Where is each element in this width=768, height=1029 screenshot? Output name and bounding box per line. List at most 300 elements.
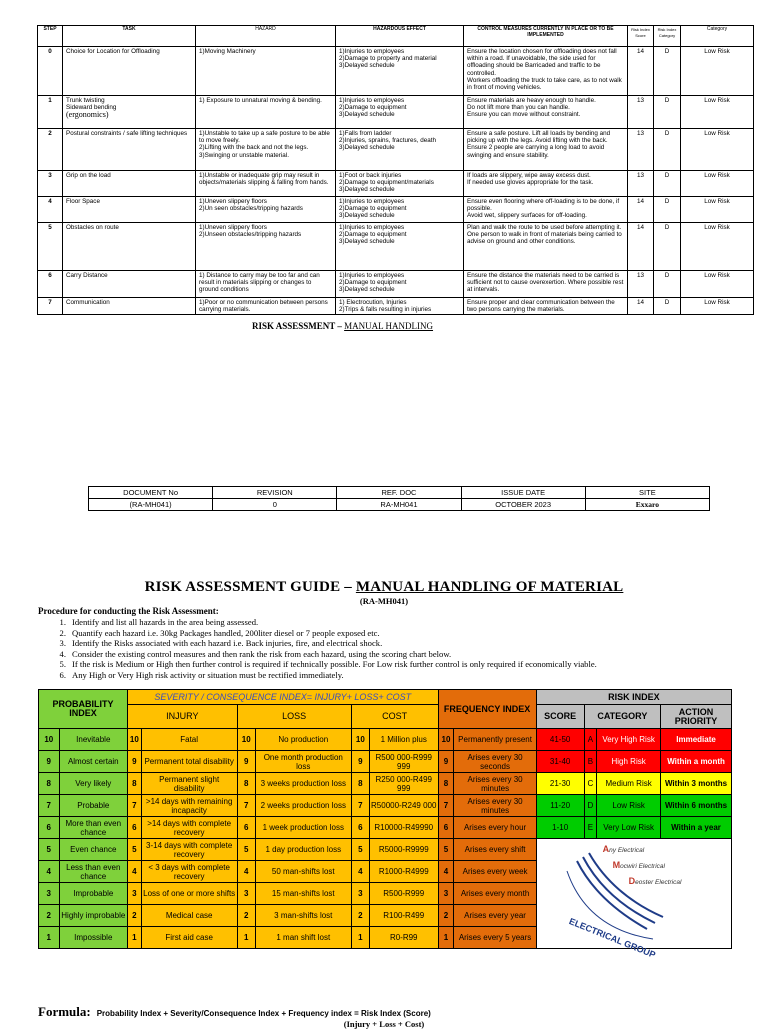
hazard-effect-text: 1) Electrocution, Injuries 2)Trips & falls resulting in injuries bbox=[339, 299, 432, 314]
hazard-step bbox=[38, 96, 63, 129]
header-risk-cat: Risk Index Category bbox=[654, 26, 681, 47]
hazard-effect bbox=[336, 171, 464, 197]
hazard-category bbox=[681, 171, 754, 197]
hazard-row bbox=[38, 271, 754, 298]
hazard-category bbox=[681, 223, 754, 271]
injury-label: Permanent total disability bbox=[141, 751, 237, 773]
hazard-step-text: 5 bbox=[48, 224, 52, 231]
prob-number: 6 bbox=[39, 817, 60, 839]
hazard-score-text: 14 bbox=[636, 224, 644, 231]
prob-label: Even chance bbox=[59, 839, 127, 861]
freq-number: 3 bbox=[438, 883, 454, 905]
injury-label: Loss of one or more shifts bbox=[141, 883, 237, 905]
hazard-effect bbox=[336, 223, 464, 271]
freq-label: Arises every 30 minutes bbox=[454, 795, 536, 817]
injury-number: 9 bbox=[128, 751, 142, 773]
hazard-control-text: Ensure proper and clear communication between the two persons carrying the materials. bbox=[467, 299, 615, 314]
matrix-row bbox=[39, 817, 732, 839]
hazard-score-text: 13 bbox=[636, 272, 644, 279]
prob-number: 9 bbox=[39, 751, 60, 773]
hazard-desc-text: 1) Distance to carry may be too far and can result in materials slipping or changes to ground conditions bbox=[199, 272, 320, 294]
loss-number: 7 bbox=[237, 795, 255, 817]
risk-letter: B bbox=[584, 751, 597, 773]
hazard-score bbox=[628, 271, 654, 298]
hazard-category-text: Low Risk bbox=[704, 172, 730, 179]
hazard-step-text: 7 bbox=[48, 299, 52, 306]
hazard-desc bbox=[196, 197, 336, 223]
injury-number: 6 bbox=[128, 817, 142, 839]
hazard-control bbox=[464, 197, 628, 223]
risk-category: Very Low Risk bbox=[597, 817, 661, 839]
freq-header: FREQUENCY INDEX bbox=[438, 690, 536, 729]
prob-label: Impossible bbox=[59, 927, 127, 949]
hazard-risk-category bbox=[654, 171, 681, 197]
hazard-category-text: Low Risk bbox=[704, 272, 730, 279]
procedure-step-number: 2. bbox=[59, 627, 66, 638]
prob-label: Probable bbox=[59, 795, 127, 817]
procedure-step bbox=[38, 649, 597, 660]
hazard-control bbox=[464, 47, 628, 96]
hazard-risk-category bbox=[654, 271, 681, 298]
injury-label: First aid case bbox=[141, 927, 237, 949]
hazard-step bbox=[38, 223, 63, 271]
category-header: CATEGORY bbox=[584, 705, 660, 729]
risk-assessment-caption bbox=[252, 321, 433, 331]
loss-label: 15 man-shifts lost bbox=[255, 883, 351, 905]
risk-action: Within a year bbox=[661, 817, 732, 839]
freq-label: Arises every week bbox=[454, 861, 536, 883]
risk-action: Within a month bbox=[661, 751, 732, 773]
hazard-task-text: Floor Space bbox=[66, 198, 100, 205]
hazard-category-text: Low Risk bbox=[704, 198, 730, 205]
cost-label: R0-R99 bbox=[369, 927, 438, 949]
cost-label: R100-R499 bbox=[369, 905, 438, 927]
logo-line-2: Mocwiri Electrical bbox=[612, 860, 665, 870]
freq-number: 4 bbox=[438, 861, 454, 883]
logo-arc-text: ELECTRICAL GROUP bbox=[567, 916, 657, 960]
loss-label: 50 man-shifts lost bbox=[255, 861, 351, 883]
hazard-step-text: 4 bbox=[48, 198, 52, 205]
matrix-row bbox=[39, 729, 732, 751]
risk-matrix bbox=[38, 689, 732, 960]
prob-label: More than even chance bbox=[59, 817, 127, 839]
hazard-category-text: Low Risk bbox=[704, 130, 730, 137]
doc-header-ref-doc: REF. DOC bbox=[337, 487, 461, 499]
freq-label: Arises every shift bbox=[454, 839, 536, 861]
cost-number: 4 bbox=[351, 861, 369, 883]
injury-label: >14 days with remaining incapacity bbox=[141, 795, 237, 817]
freq-label: Arises every 5 years bbox=[454, 927, 536, 949]
procedure-step-text: Any High or Very High risk activity or situation must be rectified immediately. bbox=[72, 669, 344, 680]
freq-label: Arises every 30 minutes bbox=[454, 773, 536, 795]
freq-label: Permanently present bbox=[454, 729, 536, 751]
doc-site: Exxaro bbox=[585, 499, 709, 511]
hazard-desc-text: 1)Uneven slippery floors 2)Unseen obstacles/tripping hazards bbox=[199, 224, 302, 239]
hazard-effect-text: 1)Injuries to employees 2)Damage to equipment 3)Delayed schedule bbox=[339, 224, 407, 246]
hazard-effect bbox=[336, 129, 464, 171]
logo-line-3: Deoster Electrical bbox=[628, 876, 682, 886]
risk-category: Very High Risk bbox=[597, 729, 661, 751]
prob-label: Improbable bbox=[59, 883, 127, 905]
hazard-row bbox=[38, 197, 754, 223]
freq-number: 1 bbox=[438, 927, 454, 949]
hazard-effect bbox=[336, 96, 464, 129]
injury-number: 10 bbox=[128, 729, 142, 751]
freq-number: 5 bbox=[438, 839, 454, 861]
hazard-category bbox=[681, 197, 754, 223]
loss-number: 3 bbox=[237, 883, 255, 905]
hazard-row bbox=[38, 223, 754, 271]
matrix-row bbox=[39, 751, 732, 773]
procedure-step-number: 6. bbox=[59, 669, 66, 680]
hazard-category bbox=[681, 129, 754, 171]
hazard-category-text: Low Risk bbox=[704, 48, 730, 55]
injury-number: 5 bbox=[128, 839, 142, 861]
risk-letter: A bbox=[584, 729, 597, 751]
injury-header: INJURY bbox=[128, 705, 238, 729]
risk-category: Low Risk bbox=[597, 795, 661, 817]
injury-label: >14 days with complete recovery bbox=[141, 817, 237, 839]
hazard-task-text: Trunk twisting Sideward bending bbox=[66, 97, 117, 112]
risk-letter: D bbox=[584, 795, 597, 817]
procedure-step bbox=[38, 670, 597, 681]
hazard-row bbox=[38, 298, 754, 315]
hazard-score-text: 14 bbox=[636, 299, 644, 306]
hazard-control bbox=[464, 96, 628, 129]
hazard-desc bbox=[196, 129, 336, 171]
prob-number: 2 bbox=[39, 905, 60, 927]
hazard-task bbox=[63, 96, 196, 129]
hazard-desc-text: 1)Unstable or inadequate grip may result in objects/materials slipping & falling from hands. bbox=[199, 172, 329, 187]
doc-header-document-no: DOCUMENT No bbox=[89, 487, 213, 499]
cost-number: 2 bbox=[351, 905, 369, 927]
hazard-task-text: Postural constraints / safe lifting techniques bbox=[66, 130, 188, 137]
hazard-task-extra: (ergonomics) bbox=[66, 110, 109, 120]
hazard-step-text: 1 bbox=[48, 97, 52, 104]
injury-label: 3-14 days with complete recovery bbox=[141, 839, 237, 861]
prob-number: 10 bbox=[39, 729, 60, 751]
procedure-step-number: 1. bbox=[59, 617, 66, 627]
risk-action: Within 6 months bbox=[661, 795, 732, 817]
freq-number: 10 bbox=[438, 729, 454, 751]
hazard-task bbox=[63, 129, 196, 171]
hazard-category bbox=[681, 96, 754, 129]
doc-header-row bbox=[89, 487, 710, 499]
hazard-control-text: If loads are slippery, wipe away excess dust. If needed use gloves appropriate for the task. bbox=[467, 172, 594, 187]
prob-number: 4 bbox=[39, 861, 60, 883]
freq-number: 7 bbox=[438, 795, 454, 817]
header-step: STEP bbox=[38, 26, 63, 47]
procedure-step-text: Identify and list all hazards in the area being assessed. bbox=[72, 617, 259, 627]
hazard-effect-text: 1)Injuries to employees 2)Damage to equipment 3)Delayed schedule bbox=[339, 198, 407, 220]
hazard-score bbox=[628, 197, 654, 223]
injury-number: 3 bbox=[128, 883, 142, 905]
hazard-score bbox=[628, 47, 654, 96]
injury-number: 7 bbox=[128, 795, 142, 817]
procedure-step-number: 5. bbox=[59, 659, 66, 669]
cost-label: R50000-R249 000 bbox=[369, 795, 438, 817]
header-control: CONTROL MEASURES CURRENTLY IN PLACE OR TO BE IMPLEMENTED bbox=[464, 26, 628, 47]
hazard-risk-category bbox=[654, 223, 681, 271]
hazard-risk-category bbox=[654, 298, 681, 315]
hazard-desc-text: 1)Uneven slippery floors 2)Un seen obstacles/tripping hazards bbox=[199, 198, 303, 213]
loss-label: 1 man shift lost bbox=[255, 927, 351, 949]
hazard-desc bbox=[196, 223, 336, 271]
freq-number: 2 bbox=[438, 905, 454, 927]
hazard-score bbox=[628, 129, 654, 171]
hazard-risk-category-text: D bbox=[664, 130, 670, 137]
prob-number: 3 bbox=[39, 883, 60, 905]
injury-number: 8 bbox=[128, 773, 142, 795]
risk-score: 31-40 bbox=[536, 751, 584, 773]
procedure-step-text: If the risk is Medium or High then further control is required if technically possible. For Low risk further control is only required if economically viable. bbox=[72, 659, 597, 669]
loss-label: 1 day production loss bbox=[255, 839, 351, 861]
matrix-header-row-2 bbox=[39, 705, 732, 729]
hazard-desc-text: 1)Moving Machinery bbox=[199, 48, 256, 55]
hazard-task-text: Grip on the load bbox=[66, 172, 111, 179]
score-header: SCORE bbox=[536, 705, 584, 729]
injury-label: Fatal bbox=[141, 729, 237, 751]
hazard-task bbox=[63, 223, 196, 271]
prob-number: 5 bbox=[39, 839, 60, 861]
hazard-control-text: Ensure a safe posture. Lift all loads by bending and picking up with the legs. Avoid lifting with the back. Ensure 2 people are carrying a long load to avoid swinging and ensure stability. bbox=[467, 130, 611, 159]
hazard-score bbox=[628, 223, 654, 271]
action-header: ACTION PRIORITY bbox=[661, 705, 732, 729]
hazard-score-text: 13 bbox=[636, 130, 644, 137]
injury-number: 2 bbox=[128, 905, 142, 927]
cost-number: 6 bbox=[351, 817, 369, 839]
cost-number: 8 bbox=[351, 773, 369, 795]
cost-label: R5000-R9999 bbox=[369, 839, 438, 861]
prob-label: Highly improbable bbox=[59, 905, 127, 927]
cost-number: 10 bbox=[351, 729, 369, 751]
hazard-risk-category bbox=[654, 47, 681, 96]
injury-number: 4 bbox=[128, 861, 142, 883]
hazard-category-text: Low Risk bbox=[704, 224, 730, 231]
hazard-desc bbox=[196, 298, 336, 315]
hazard-step-text: 0 bbox=[48, 48, 52, 55]
procedure-step-text: Quantify each hazard i.e. 30kg Packages handled, 200liter diesel or 7 people exposed etc. bbox=[72, 627, 380, 638]
hazard-task-text: Obstacles on route bbox=[66, 224, 119, 231]
hazard-score bbox=[628, 298, 654, 315]
hazard-step bbox=[38, 171, 63, 197]
hazard-desc bbox=[196, 271, 336, 298]
injury-label: < 3 days with complete recovery bbox=[141, 861, 237, 883]
cost-label: R1000-R4999 bbox=[369, 861, 438, 883]
hazard-task bbox=[63, 171, 196, 197]
caption-prefix: RISK ASSESSMENT – bbox=[252, 321, 345, 331]
hazard-control bbox=[464, 223, 628, 271]
matrix-row bbox=[39, 839, 732, 861]
risk-category: High Risk bbox=[597, 751, 661, 773]
hazard-desc-text: 1)Unstable to take up a safe posture to be able to move freely. 2)Lifting with the back and not the legs. 3)Swinging or unstable material. bbox=[199, 130, 330, 159]
guide-title-underlined: MANUAL HANDLING OF MATERIAL bbox=[355, 579, 624, 595]
header-category: Category bbox=[681, 26, 754, 47]
doc-document-no: (RA-MH041) bbox=[89, 499, 213, 511]
hazard-effect bbox=[336, 271, 464, 298]
loss-label: One month production loss bbox=[255, 751, 351, 773]
cost-label: R500-R999 bbox=[369, 883, 438, 905]
injury-label: Permanent slight disability bbox=[141, 773, 237, 795]
hazard-control-text: Plan and walk the route to be used before attempting it. One person to walk in front of materials being carried to advise on ground and other conditions. bbox=[467, 224, 622, 246]
risk-letter: C bbox=[584, 773, 597, 795]
hazard-risk-category-text: D bbox=[664, 299, 670, 306]
loss-number: 4 bbox=[237, 861, 255, 883]
guide-title bbox=[0, 579, 768, 596]
hazard-score-text: 14 bbox=[636, 48, 644, 55]
doc-header-issue-date: ISSUE DATE bbox=[461, 487, 585, 499]
loss-label: 3 weeks production loss bbox=[255, 773, 351, 795]
risk-index-header: RISK INDEX bbox=[536, 690, 731, 705]
freq-label: Arises every 30 seconds bbox=[454, 751, 536, 773]
procedure-step bbox=[38, 659, 597, 670]
freq-number: 9 bbox=[438, 751, 454, 773]
risk-letter: E bbox=[584, 817, 597, 839]
formula bbox=[38, 1004, 431, 1020]
hazard-desc bbox=[196, 47, 336, 96]
freq-label: Arises every hour bbox=[454, 817, 536, 839]
cost-label: R500 000-R999 999 bbox=[369, 751, 438, 773]
formula-label: Formula: bbox=[38, 1004, 91, 1019]
guide-ref: (RA-MH041) bbox=[359, 596, 409, 606]
hazard-task-text: Communication bbox=[66, 299, 110, 306]
hazard-table-header bbox=[38, 26, 754, 47]
hazard-score-text: 13 bbox=[636, 97, 644, 104]
freq-number: 8 bbox=[438, 773, 454, 795]
freq-label: Arises every year bbox=[454, 905, 536, 927]
cost-number: 1 bbox=[351, 927, 369, 949]
hazard-step bbox=[38, 197, 63, 223]
hazard-control-text: Ensure the distance the materials need to be carried is sufficient not to cause overexertion. Where possible rest at intervals. bbox=[467, 272, 624, 294]
matrix-header-row-1 bbox=[39, 690, 732, 705]
hazard-row bbox=[38, 129, 754, 171]
hazard-effect bbox=[336, 47, 464, 96]
logo-line-1: Any Electrical bbox=[602, 844, 645, 854]
hazard-risk-category-text: D bbox=[664, 198, 670, 205]
hazard-category-text: Low Risk bbox=[704, 97, 730, 104]
header-score: Risk Index Score bbox=[628, 26, 654, 47]
cost-label: R10000-R49990 bbox=[369, 817, 438, 839]
hazard-task bbox=[63, 271, 196, 298]
doc-ref-doc: RA-MH041 bbox=[337, 499, 461, 511]
prob-label: Almost certain bbox=[59, 751, 127, 773]
hazard-control-text: Ensure materials are heavy enough to handle. Do not lift more than you can handle. Ensure you can move without constraint. bbox=[467, 97, 596, 119]
hazard-desc bbox=[196, 96, 336, 129]
loss-number: 10 bbox=[237, 729, 255, 751]
hazard-control-text: Ensure even flooring where off-loading is to be done, if possible. Avoid wet, slippery surfaces for off-loading. bbox=[467, 198, 620, 220]
doc-revision: 0 bbox=[213, 499, 337, 511]
hazard-step-text: 2 bbox=[48, 130, 52, 137]
hazard-score bbox=[628, 171, 654, 197]
hazard-step bbox=[38, 271, 63, 298]
doc-issue-date: OCTOBER 2023 bbox=[461, 499, 585, 511]
risk-score: 11-20 bbox=[536, 795, 584, 817]
prob-number: 8 bbox=[39, 773, 60, 795]
loss-label: 3 man-shifts lost bbox=[255, 905, 351, 927]
prob-label: Less than even chance bbox=[59, 861, 127, 883]
injury-number: 1 bbox=[128, 927, 142, 949]
doc-value-row bbox=[89, 499, 710, 511]
hazard-effect-text: 1)Falls from ladder 2)Injuries, sprains, fractures, death 3)Delayed schedule bbox=[339, 130, 436, 152]
cost-label: R250 000-R499 999 bbox=[369, 773, 438, 795]
prob-number: 7 bbox=[39, 795, 60, 817]
hazard-score bbox=[628, 96, 654, 129]
procedure-step-text: Identify the Risks associated with each hazard i.e. Back injuries, fire, and electrical shock. bbox=[72, 638, 383, 648]
injury-label: Medical case bbox=[141, 905, 237, 927]
hazard-desc bbox=[196, 171, 336, 197]
matrix-row bbox=[39, 795, 732, 817]
doc-header-site: SITE bbox=[585, 487, 709, 499]
hazard-task bbox=[63, 47, 196, 96]
risk-action: Within 3 months bbox=[661, 773, 732, 795]
loss-header: LOSS bbox=[237, 705, 351, 729]
procedure-step bbox=[38, 628, 597, 639]
cost-number: 9 bbox=[351, 751, 369, 773]
hazard-score-text: 14 bbox=[636, 198, 644, 205]
hazard-score-text: 13 bbox=[636, 172, 644, 179]
hazard-category bbox=[681, 47, 754, 96]
procedure-step bbox=[38, 617, 597, 628]
hazard-step bbox=[38, 47, 63, 96]
hazard-effect bbox=[336, 298, 464, 315]
loss-number: 8 bbox=[237, 773, 255, 795]
header-effect: HAZARDOUS EFFECT bbox=[336, 26, 464, 47]
prob-label: Inevitable bbox=[59, 729, 127, 751]
loss-label: 1 week production loss bbox=[255, 817, 351, 839]
prob-label: Very likely bbox=[59, 773, 127, 795]
hazard-step bbox=[38, 129, 63, 171]
hazard-risk-category-text: D bbox=[664, 48, 670, 55]
hazard-effect-text: 1)Injuries to employees 2)Damage to equipment 3)Delayed schedule bbox=[339, 97, 407, 119]
hazard-category bbox=[681, 298, 754, 315]
hazard-row bbox=[38, 47, 754, 96]
procedure-steps bbox=[38, 617, 597, 680]
loss-number: 6 bbox=[237, 817, 255, 839]
company-logo bbox=[536, 839, 731, 960]
severity-header: SEVERITY / CONSEQUENCE INDEX= INJURY+ LOSS+ COST bbox=[128, 690, 438, 705]
hazard-row bbox=[38, 96, 754, 129]
hazard-step-text: 6 bbox=[48, 272, 52, 279]
loss-label: 2 weeks production loss bbox=[255, 795, 351, 817]
loss-number: 9 bbox=[237, 751, 255, 773]
prob-number: 1 bbox=[39, 927, 60, 949]
caption-underlined: MANUAL HANDLING bbox=[344, 321, 434, 331]
procedure-step-number: 4. bbox=[59, 648, 66, 659]
header-task: TASK bbox=[63, 26, 196, 47]
procedure-title: Procedure for conducting the Risk Assessment: bbox=[38, 606, 219, 616]
procedure-step-text: Consider the existing control measures and then rank the risk from each hazard, using the scoring chart below. bbox=[72, 648, 452, 659]
loss-number: 2 bbox=[237, 905, 255, 927]
hazard-step-text: 3 bbox=[48, 172, 52, 179]
hazard-task bbox=[63, 298, 196, 315]
doc-header-revision: REVISION bbox=[213, 487, 337, 499]
loss-label: No production bbox=[255, 729, 351, 751]
hazard-effect-text: 1)Injuries to employees 2)Damage to property and material 3)Delayed schedule bbox=[339, 48, 437, 70]
freq-number: 6 bbox=[438, 817, 454, 839]
hazard-control bbox=[464, 298, 628, 315]
header-hazard: HAZARD bbox=[196, 26, 336, 47]
hazard-risk-category-text: D bbox=[664, 224, 670, 231]
hazard-table bbox=[37, 25, 754, 315]
risk-score: 21-30 bbox=[536, 773, 584, 795]
loss-number: 5 bbox=[237, 839, 255, 861]
hazard-effect-text: 1)Foot or back injuries 2)Damage to equipment/materials 3)Delayed schedule bbox=[339, 172, 434, 194]
freq-label: Arises every month bbox=[454, 883, 536, 905]
hazard-task-text: Carry Distance bbox=[66, 272, 108, 279]
hazard-desc-text: 1) Exposure to unnatural moving & bending. bbox=[199, 97, 322, 104]
prob-header: PROBABILITY INDEX bbox=[39, 690, 128, 729]
loss-number: 1 bbox=[237, 927, 255, 949]
